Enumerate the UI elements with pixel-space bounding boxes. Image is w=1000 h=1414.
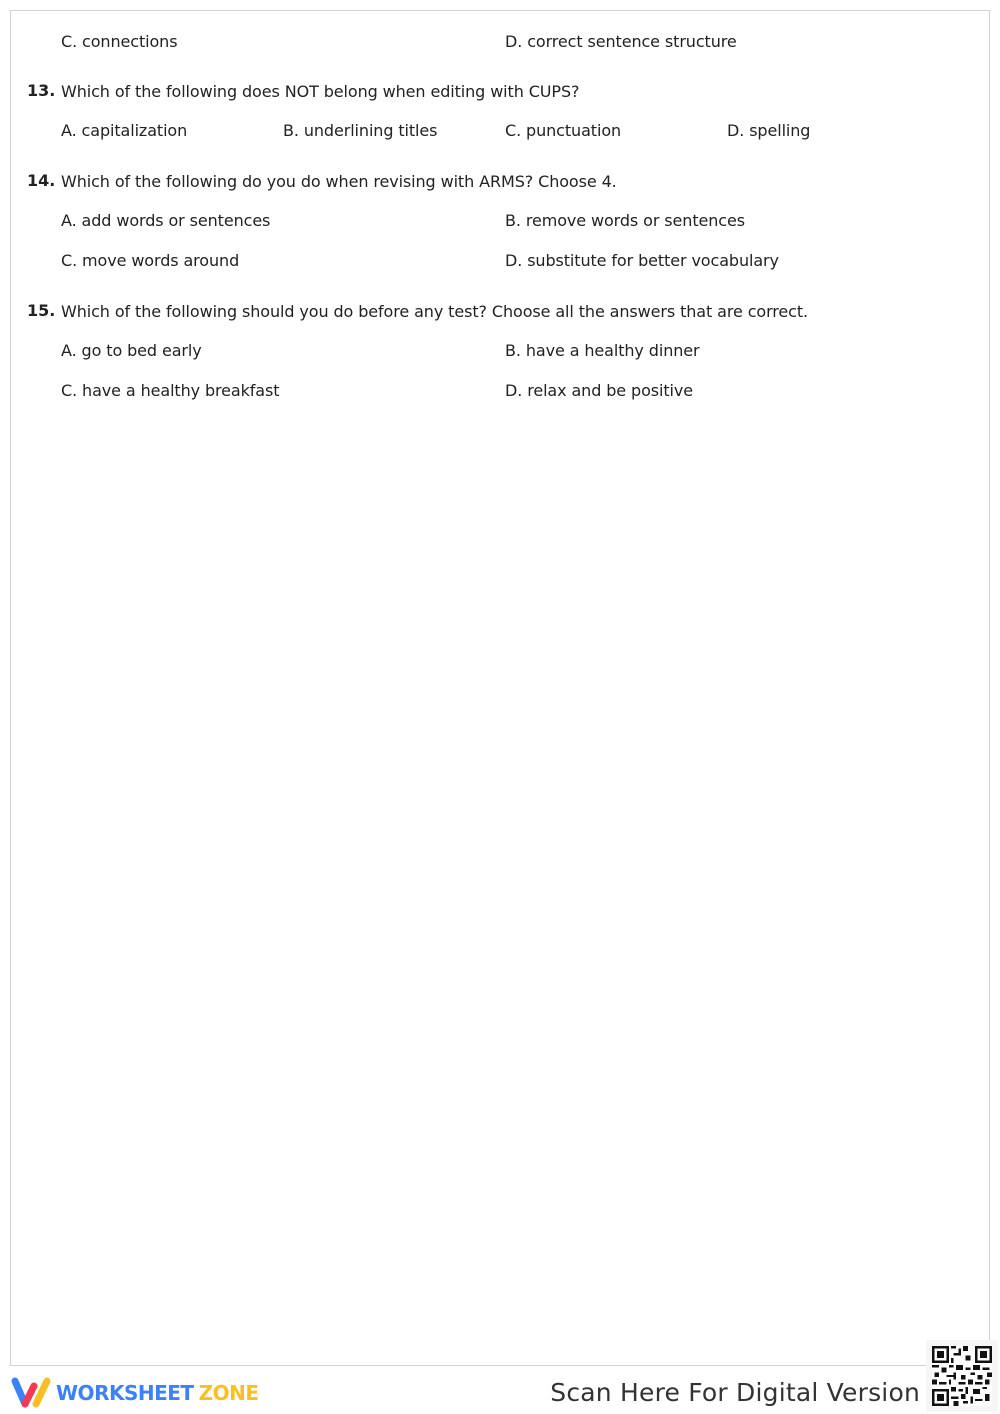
option-13-d: D. spelling — [727, 121, 811, 140]
worksheetzone-logo — [10, 1376, 258, 1410]
qr-code-icon[interactable] — [926, 1340, 998, 1412]
question-number-13: 13. — [27, 81, 56, 100]
option-14-b: B. remove words or sentences — [505, 211, 745, 230]
option-15-d: D. relax and be positive — [505, 381, 693, 400]
brand-secondary: ZONE — [198, 1381, 259, 1405]
brand-primary: WORKSHEET — [56, 1381, 194, 1405]
option-13-b: B. underlining titles — [283, 121, 438, 140]
logo-mark-icon — [10, 1376, 52, 1410]
option-14-d: D. substitute for better vocabulary — [505, 251, 779, 270]
option-14-c: C. move words around — [61, 251, 240, 270]
question-text-14: Which of the following do you do when revising with ARMS? Choose 4. — [61, 172, 617, 191]
option-15-c: C. have a healthy breakfast — [61, 381, 280, 400]
option-15-a: A. go to bed early — [61, 341, 202, 360]
option-15-b: B. have a healthy dinner — [505, 341, 700, 360]
question-text-15: Which of the following should you do before any test? Choose all the answers that are correct. — [61, 302, 809, 321]
scan-here-text: Scan Here For Digital Version — [550, 1378, 920, 1407]
option-13-c: C. punctuation — [505, 121, 622, 140]
question-number-15: 15. — [27, 301, 56, 320]
option-12-d: D. correct sentence structure — [505, 32, 737, 51]
question-text-13: Which of the following does NOT belong when editing with CUPS? — [61, 82, 580, 101]
brand-name — [56, 1381, 258, 1405]
option-13-a: A. capitalization — [61, 121, 188, 140]
option-12-c: C. connections — [61, 32, 178, 51]
option-14-a: A. add words or sentences — [61, 211, 271, 230]
question-number-14: 14. — [27, 171, 56, 190]
